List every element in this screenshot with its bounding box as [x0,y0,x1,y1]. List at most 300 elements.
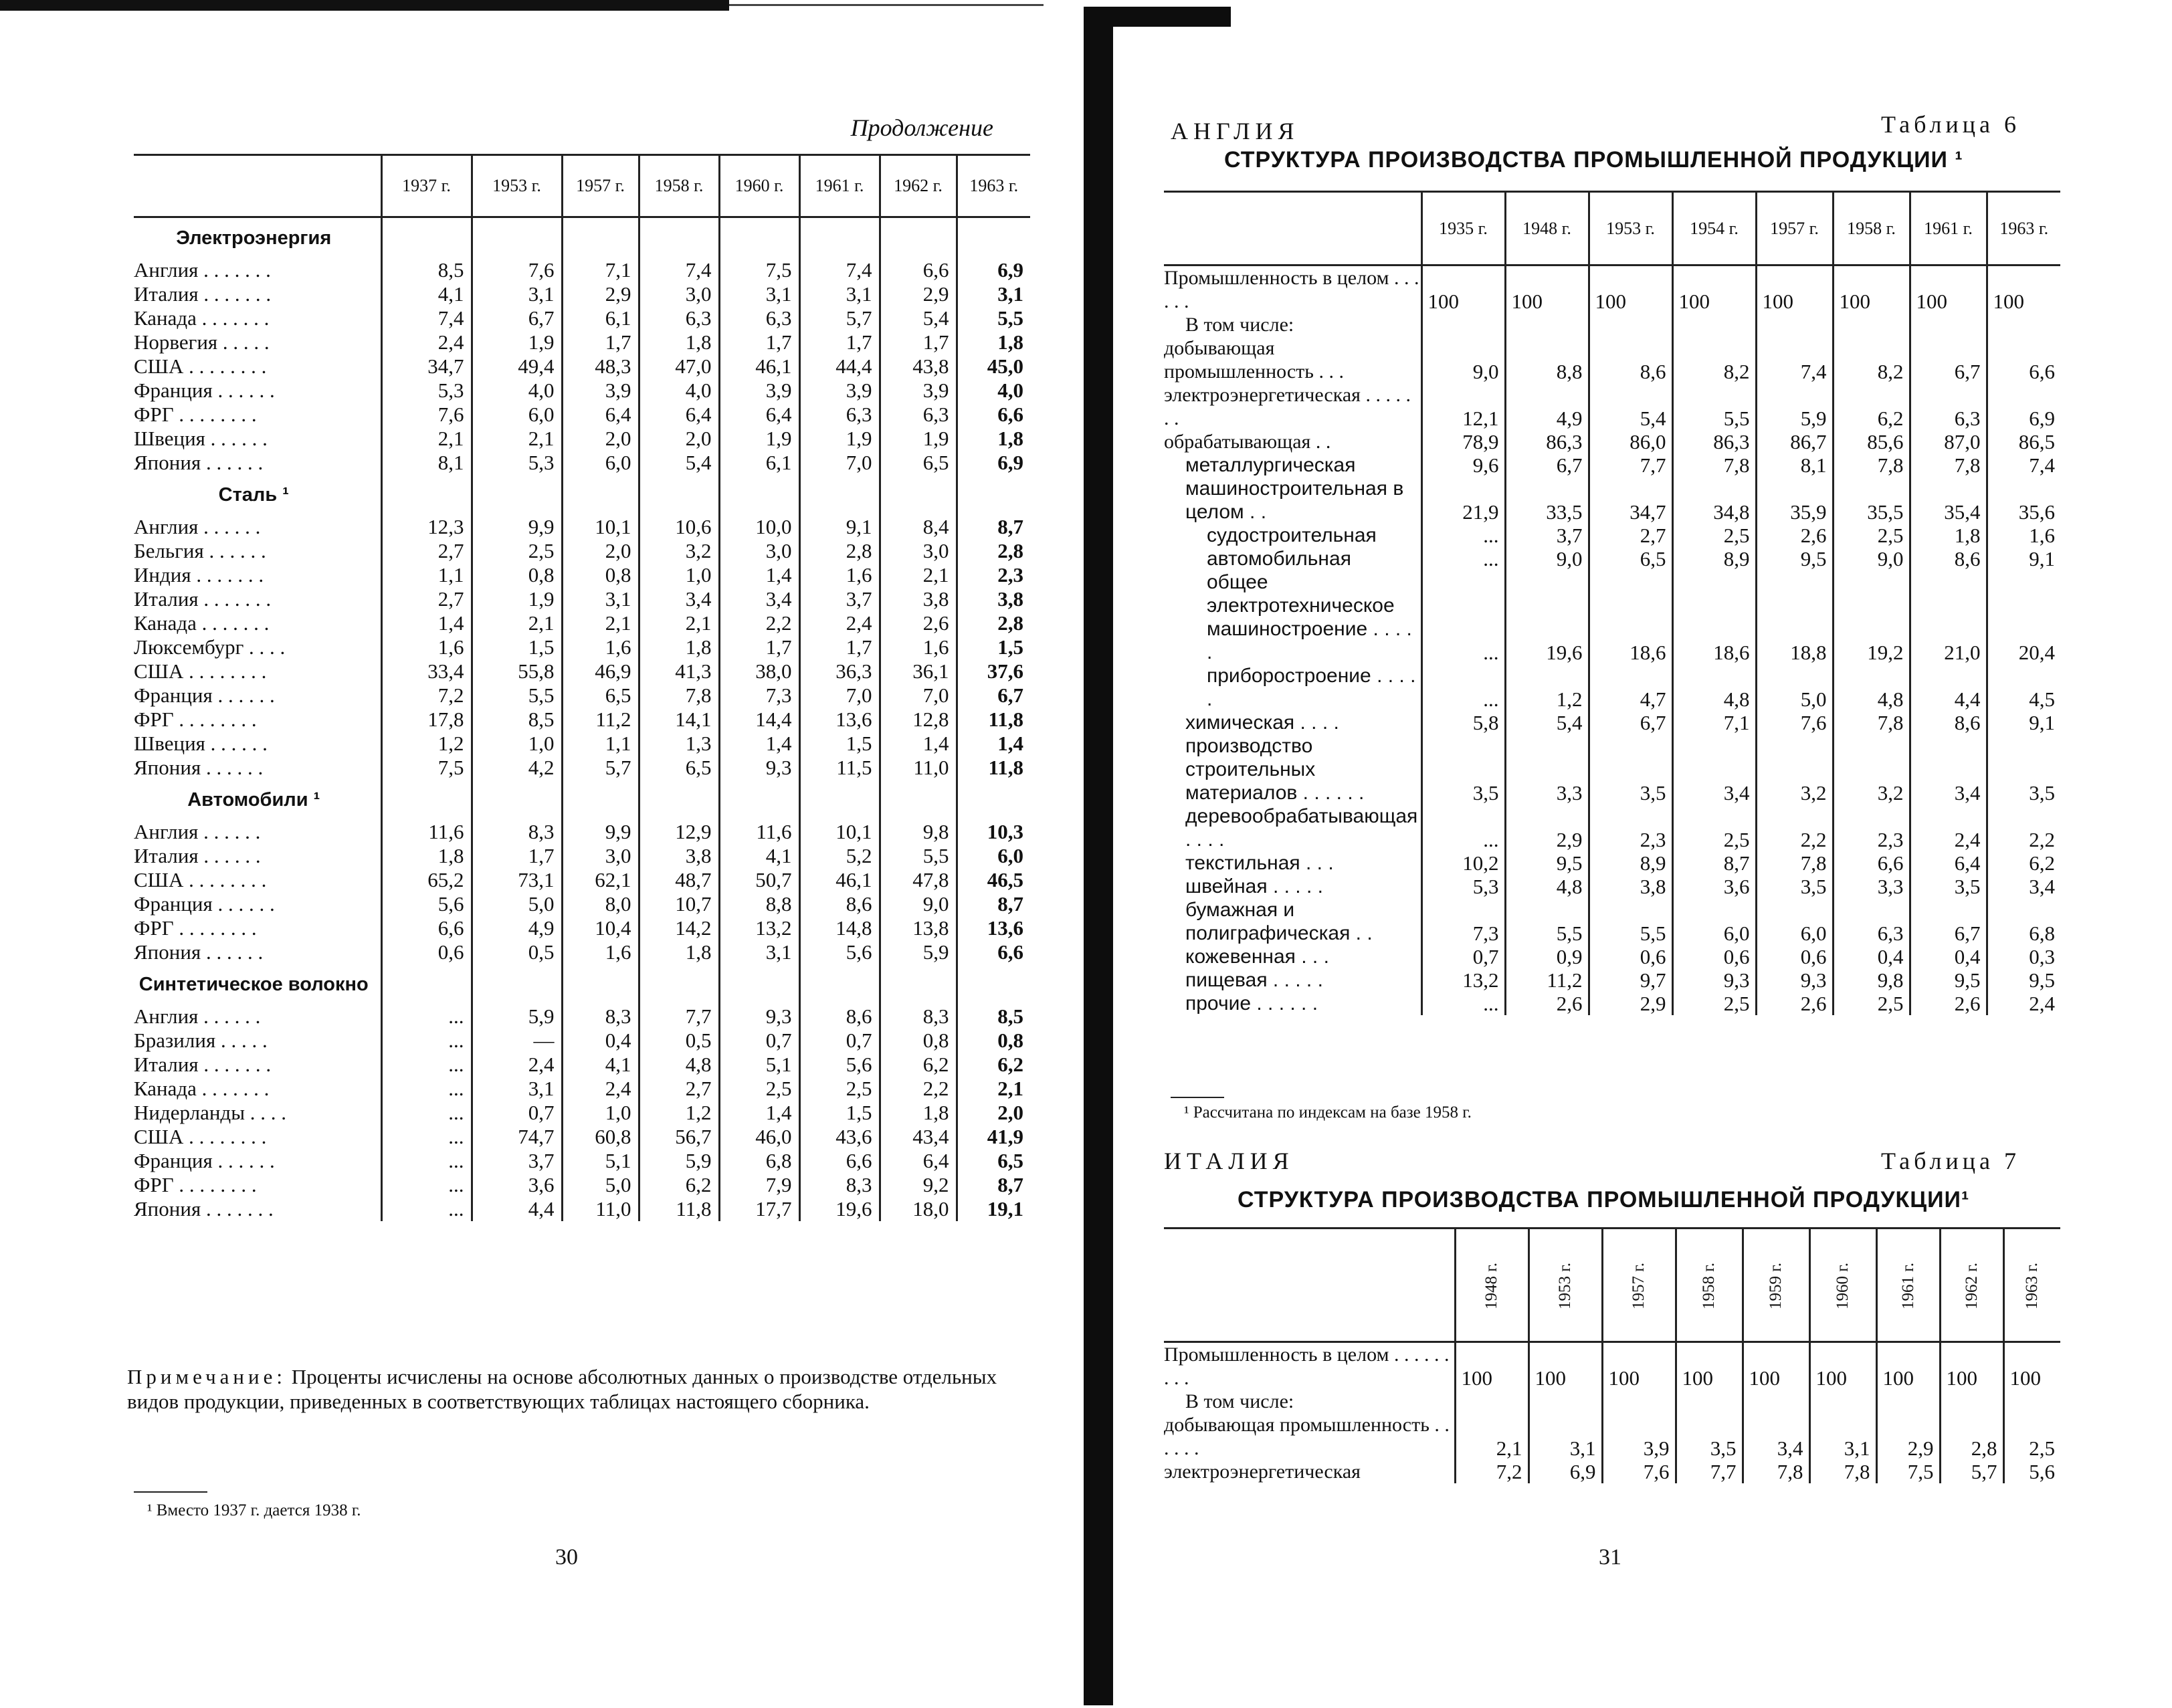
value-cell [1455,1390,1528,1413]
value-cell: 4,8 [639,1053,719,1077]
value-cell: 100 [1589,265,1672,314]
row-label: Англия . . . . . . [134,820,261,843]
value-cell: 2,9 [1876,1413,1940,1460]
value-cell: 4,8 [1833,664,1910,711]
value-cell: 5,5 [472,683,562,708]
value-cell: 100 [1809,1342,1876,1390]
value-cell: 5,4 [1505,711,1589,734]
value-cell: 5,6 [799,940,880,964]
header-row [134,155,1030,217]
value-cell: ... [381,1053,472,1077]
value-cell: 2,9 [880,282,957,306]
value-cell: 4,9 [472,916,562,940]
value-cell: 7,6 [1756,711,1833,734]
value-cell: 47,8 [880,868,957,892]
value-cell: 13,8 [880,916,957,940]
value-cell: 8,5 [381,258,472,282]
value-cell: 1,2 [639,1101,719,1125]
value-cell: 0,7 [1421,945,1505,968]
value-cell: 3,1 [472,1077,562,1101]
value-cell: 7,2 [381,683,472,708]
value-cell: 3,8 [880,587,957,611]
value-cell: 6,8 [1987,898,2060,945]
value-cell: 4,8 [1505,875,1589,898]
value-cell: 3,1 [719,282,799,306]
value-cell: 86,5 [1987,430,2060,453]
empty-cell [719,964,799,1004]
value-cell: 3,0 [639,282,719,306]
value-cell: 7,0 [799,451,880,475]
value-cell: 9,0 [880,892,957,916]
value-cell: 1,8 [880,1101,957,1125]
value-cell: 6,2 [1833,383,1910,430]
empty-cell [957,964,1030,1004]
empty-cell [719,780,799,820]
value-cell: 6,4 [1910,851,1987,875]
value-cell: 11,0 [562,1197,639,1221]
value-cell: ... [1421,805,1505,851]
value-cell: 43,4 [880,1125,957,1149]
value-cell: 3,5 [1421,734,1505,805]
value-cell: 3,4 [1672,734,1756,805]
value-cell: 8,0 [562,892,639,916]
value-cell: 3,5 [1676,1413,1743,1460]
year-header: 1963 г. [2003,1229,2060,1342]
value-cell: 5,4 [880,306,957,330]
value-cell: 5,7 [562,756,639,780]
value-cell: 6,8 [719,1149,799,1173]
table-row [1164,547,2060,570]
value-cell: 2,5 [472,539,562,563]
value-cell: 35,6 [1987,477,2060,524]
value-cell: 100 [1910,265,1987,314]
value-cell: ... [381,1077,472,1101]
value-cell: 7,9 [719,1173,799,1197]
value-cell: 8,6 [1910,547,1987,570]
row-label: Италия . . . . . . [134,844,261,867]
value-cell: 1,6 [381,635,472,659]
value-cell: 3,4 [1743,1413,1809,1460]
value-cell: 8,6 [799,892,880,916]
value-cell: 2,2 [880,1077,957,1101]
value-cell: 46,5 [957,868,1030,892]
value-cell: 7,3 [1421,898,1505,945]
value-cell: 100 [1602,1342,1676,1390]
table-row [1164,336,2060,383]
value-cell: 2,5 [2003,1413,2060,1460]
value-cell: 7,8 [1743,1460,1809,1483]
section-title: Электроэнергия [176,227,332,249]
value-cell: 48,3 [562,354,639,379]
value-cell: 11,0 [880,756,957,780]
value-cell: 8,7 [1672,851,1756,875]
value-cell: 9,1 [1987,711,2060,734]
value-cell: 3,4 [1987,875,2060,898]
value-cell: 2,4 [799,611,880,635]
value-cell: 8,3 [880,1004,957,1029]
year-header: 1958 г. [1833,192,1910,265]
value-cell [1672,313,1756,336]
value-cell: 6,3 [1910,383,1987,430]
value-cell: ... [381,1149,472,1173]
value-cell: 48,7 [639,868,719,892]
value-cell: 7,0 [799,683,880,708]
value-cell: 2,5 [1672,805,1756,851]
value-cell: 1,4 [719,1101,799,1125]
table-row [1164,945,2060,968]
value-cell: 3,5 [1589,734,1672,805]
value-cell: 3,0 [562,844,639,868]
value-cell: 7,8 [1833,711,1910,734]
value-cell: 34,7 [381,354,472,379]
value-cell: 2,5 [719,1077,799,1101]
value-cell: 78,9 [1421,430,1505,453]
value-cell: 2,0 [957,1101,1030,1125]
value-cell: 46,0 [719,1125,799,1149]
table-row [1164,734,2060,805]
row-label: машиностроительная в целом . . [1185,477,1404,523]
value-cell: 6,3 [639,306,719,330]
value-cell: 6,0 [1756,898,1833,945]
row-label: добывающая промышленность . . . [1164,337,1344,383]
value-cell: 3,4 [1910,734,1987,805]
empty-cell [799,780,880,820]
row-label: Франция . . . . . . [134,683,275,707]
value-cell: 2,6 [1756,524,1833,547]
value-cell: 100 [1876,1342,1940,1390]
value-cell: 3,9 [562,379,639,403]
value-cell [1676,1390,1743,1413]
value-cell: 100 [1743,1342,1809,1390]
value-cell: 1,0 [472,732,562,756]
table-row [134,1197,1030,1221]
value-cell: 46,1 [719,354,799,379]
value-cell: 7,4 [1756,336,1833,383]
row-label: Канада . . . . . . . [134,1077,270,1100]
value-cell: ... [1421,992,1505,1015]
value-cell: 9,1 [799,515,880,539]
value-cell: 13,2 [719,916,799,940]
value-cell: 10,4 [562,916,639,940]
value-cell: 1,5 [472,635,562,659]
value-cell: 12,1 [1421,383,1505,430]
empty-cell [639,475,719,515]
value-cell: 2,0 [562,427,639,451]
table-row [1164,851,2060,875]
row-label: автомобильная [1207,548,1351,570]
value-cell: 1,8 [639,940,719,964]
value-cell: 2,3 [957,563,1030,587]
value-cell: 5,5 [880,844,957,868]
value-cell [1589,313,1672,336]
value-cell: 1,2 [381,732,472,756]
value-cell: 35,5 [1833,477,1910,524]
value-cell: 1,5 [799,1101,880,1125]
value-cell: 1,2 [1505,664,1589,711]
table-row [134,427,1030,451]
value-cell: 0,4 [1910,945,1987,968]
value-cell: 2,7 [639,1077,719,1101]
row-label: Япония . . . . . . [134,451,264,474]
value-cell: 1,8 [957,427,1030,451]
value-cell: 2,3 [1589,805,1672,851]
value-cell: 3,0 [880,539,957,563]
row-label: Бельгия . . . . . . [134,539,266,562]
value-cell: ... [1421,664,1505,711]
row-label: металлургическая [1185,454,1356,476]
value-cell: 5,9 [880,940,957,964]
value-cell: 5,0 [562,1173,639,1197]
value-cell: 5,0 [472,892,562,916]
value-cell: 6,2 [957,1053,1030,1077]
value-cell: 3,1 [957,282,1030,306]
empty-cell [719,475,799,515]
value-cell: 3,5 [1987,734,2060,805]
page-number: 31 [1599,1545,1621,1570]
value-cell: 9,5 [1505,851,1589,875]
value-cell: 9,5 [1910,968,1987,992]
empty-cell [472,217,562,259]
page-number: 30 [555,1545,578,1570]
value-cell: 6,9 [957,451,1030,475]
row-label: Франция . . . . . . [134,892,275,916]
value-cell: 0,9 [1505,945,1589,968]
section-row [134,217,1030,259]
table-row [134,635,1030,659]
value-cell: 4,0 [472,379,562,403]
value-cell: 7,8 [1756,851,1833,875]
value-cell [2003,1390,2060,1413]
value-cell: 86,0 [1589,430,1672,453]
table-row [134,1173,1030,1197]
value-cell: 11,8 [957,708,1030,732]
value-cell: 4,1 [719,844,799,868]
value-cell: 65,2 [381,868,472,892]
value-cell: 4,9 [1505,383,1589,430]
value-cell: 56,7 [639,1125,719,1149]
table-row [1164,805,2060,851]
note [127,1364,1023,1414]
row-label: бумажная и полиграфическая . . [1185,899,1373,944]
row-label: производство строительных материалов . . . . . . [1185,735,1365,804]
value-cell: 3,9 [719,379,799,403]
row-label: Франция . . . . . . [134,1149,275,1172]
value-cell: 3,8 [639,844,719,868]
row-label: США . . . . . . . . [134,1125,267,1148]
value-cell: 0,3 [1987,945,2060,968]
row-label: обрабатывающая . . [1164,431,1331,453]
value-cell: 3,2 [639,539,719,563]
value-cell: 2,1 [562,611,639,635]
value-cell: 10,2 [1421,851,1505,875]
value-cell: 3,4 [639,587,719,611]
value-cell: 87,0 [1910,430,1987,453]
value-cell: 13,6 [957,916,1030,940]
value-cell: 41,9 [957,1125,1030,1149]
value-cell: 12,8 [880,708,957,732]
value-cell: 2,4 [472,1053,562,1077]
value-cell: 2,2 [1987,805,2060,851]
value-cell: 6,5 [957,1149,1030,1173]
value-cell: 7,3 [719,683,799,708]
empty-cell [472,780,562,820]
value-cell: 1,8 [957,330,1030,354]
header-blank [134,155,381,217]
value-cell: 6,6 [1987,336,2060,383]
row-label: Канада . . . . . . . [134,611,270,635]
row-label: Швеция . . . . . . [134,427,268,450]
value-cell: 5,7 [1940,1460,2003,1483]
value-cell: 9,3 [1672,968,1756,992]
value-cell: 6,3 [1833,898,1910,945]
value-cell: 6,6 [1833,851,1910,875]
section-title: Сталь ¹ [218,484,289,506]
row-label: Англия . . . . . . . [134,258,271,282]
value-cell: 0,4 [562,1029,639,1053]
value-cell: 8,2 [1672,336,1756,383]
value-cell: 5,9 [1756,383,1833,430]
value-cell: 2,0 [562,539,639,563]
year-header: 1959 г. [1743,1229,1809,1342]
value-cell: 21,0 [1910,570,1987,664]
value-cell: 100 [1940,1342,2003,1390]
value-cell: 17,7 [719,1197,799,1221]
value-cell: 5,0 [1756,664,1833,711]
value-cell: 1,4 [381,611,472,635]
value-cell: 5,5 [1672,383,1756,430]
value-cell: 1,7 [719,330,799,354]
empty-cell [880,475,957,515]
value-cell: 8,9 [1672,547,1756,570]
value-cell: 2,7 [1589,524,1672,547]
empty-cell [562,780,639,820]
value-cell: 1,7 [799,330,880,354]
table-row [1164,992,2060,1015]
value-cell: 20,4 [1987,570,2060,664]
value-cell: 14,1 [639,708,719,732]
value-cell: 36,3 [799,659,880,683]
value-cell: 5,4 [639,451,719,475]
empty-cell [639,964,719,1004]
value-cell: 1,0 [639,563,719,587]
row-label: Нидерланды . . . . [134,1101,287,1124]
row-label: добывающая промышленность . . . . . . [1164,1414,1450,1459]
value-cell: 1,9 [799,427,880,451]
value-cell: 1,8 [381,844,472,868]
value-cell: 1,6 [562,940,639,964]
table-row [1164,875,2060,898]
value-cell: 10,3 [957,820,1030,844]
value-cell: 11,6 [719,820,799,844]
table-row [134,916,1030,940]
year-header: 1953 г. [1528,1229,1602,1342]
row-label: приборостроение . . . . . [1207,665,1416,710]
value-cell: 6,7 [472,306,562,330]
section-row [134,964,1030,1004]
section-row [134,475,1030,515]
value-cell: 6,0 [957,844,1030,868]
table-label: Таблица 7 [1881,1148,2020,1174]
value-cell: 86,3 [1672,430,1756,453]
value-cell: 6,3 [719,306,799,330]
value-cell: 36,1 [880,659,957,683]
value-cell: 7,8 [1910,453,1987,477]
empty-cell [719,217,799,259]
row-label: судостроительная [1207,524,1377,546]
value-cell [1756,313,1833,336]
value-cell: 2,5 [1672,992,1756,1015]
value-cell: 1,7 [562,330,639,354]
share-table [134,154,1030,1221]
value-cell: 1,5 [799,732,880,756]
value-cell: 8,3 [472,820,562,844]
value-cell: 19,2 [1833,570,1910,664]
value-cell: 8,5 [472,708,562,732]
value-cell: 2,6 [880,611,957,635]
row-label: химическая . . . . [1185,712,1339,734]
section-title: Синтетическое волокно [138,974,369,995]
table-row [134,868,1030,892]
table-row [1164,968,2060,992]
value-cell: 3,1 [799,282,880,306]
value-cell: 9,8 [1833,968,1910,992]
value-cell: 4,0 [957,379,1030,403]
value-cell: 7,1 [562,258,639,282]
empty-cell [957,475,1030,515]
value-cell: 7,8 [1809,1460,1876,1483]
empty-cell [639,217,719,259]
empty-cell [381,964,472,1004]
year-header: 1953 г. [472,155,562,217]
value-cell: 1,4 [719,563,799,587]
value-cell: 8,8 [719,892,799,916]
value-cell: 7,6 [472,258,562,282]
row-label: ФРГ . . . . . . . . [134,1173,257,1196]
year-header: 1962 г. [1940,1229,2003,1342]
value-cell: 5,8 [1421,711,1505,734]
value-cell: 1,3 [639,732,719,756]
empty-cell [381,780,472,820]
value-cell: 4,1 [381,282,472,306]
section-row [134,780,1030,820]
year-header: 1935 г. [1421,192,1505,265]
year-header: 1963 г. [957,155,1030,217]
value-cell: 14,4 [719,708,799,732]
table-title: СТРУКТУРА ПРОИЗВОДСТВА ПРОМЫШЛЕННОЙ ПРОДУКЦИИ ¹ [1224,147,1963,173]
value-cell: 6,7 [957,683,1030,708]
table-row [134,844,1030,868]
value-cell: 9,1 [1987,547,2060,570]
value-cell: 8,6 [1910,711,1987,734]
footnote: ¹ Рассчитана по индексам на базе 1958 г. [1184,1103,1472,1122]
year-header: 1961 г. [1876,1229,1940,1342]
value-cell: 1,7 [799,635,880,659]
value-cell: 6,4 [639,403,719,427]
value-cell: 7,8 [1672,453,1756,477]
value-cell: 9,3 [1756,968,1833,992]
empty-cell [880,964,957,1004]
value-cell: 9,0 [1833,547,1910,570]
table-row [1164,313,2060,336]
value-cell: 62,1 [562,868,639,892]
value-cell: 2,3 [1833,805,1910,851]
value-cell: 2,4 [562,1077,639,1101]
value-cell: 11,6 [381,820,472,844]
value-cell: 5,5 [957,306,1030,330]
value-cell: 14,2 [639,916,719,940]
value-cell: 86,3 [1505,430,1589,453]
row-label: Италия . . . . . . . [134,282,272,306]
